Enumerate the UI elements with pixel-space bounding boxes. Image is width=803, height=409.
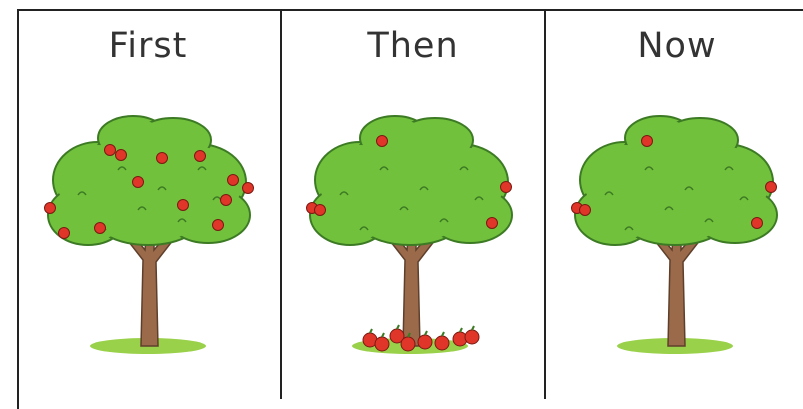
apple: [766, 182, 777, 193]
fallen-apple: [401, 337, 415, 351]
apple: [501, 182, 512, 193]
tree-crown: [575, 116, 777, 245]
apple: [116, 150, 127, 161]
fallen-apple: [465, 330, 479, 344]
panel-label-then: Then: [367, 26, 459, 66]
apple: [195, 151, 206, 162]
tree-crown: [310, 116, 512, 245]
apple: [45, 203, 56, 214]
apple: [178, 200, 189, 211]
fallen-apple: [375, 337, 389, 351]
fallen-apple: [418, 335, 432, 349]
apple: [752, 218, 763, 229]
apple: [243, 183, 254, 194]
apple: [133, 177, 144, 188]
apple-tree-now: [565, 110, 785, 360]
apple: [59, 228, 70, 239]
apple: [221, 195, 232, 206]
apple: [95, 223, 106, 234]
panel-divider-2: [544, 9, 546, 399]
apple-tree-then: [300, 110, 520, 360]
apple: [157, 153, 168, 164]
apple: [642, 136, 653, 147]
apple: [315, 205, 326, 216]
apple: [487, 218, 498, 229]
panel-divider-1: [280, 9, 282, 399]
apple: [105, 145, 116, 156]
apple: [228, 175, 239, 186]
apple: [377, 136, 388, 147]
apple: [580, 205, 591, 216]
panel-label-now: Now: [637, 26, 717, 66]
panel-label-first: First: [108, 26, 188, 66]
apple: [213, 220, 224, 231]
apple-tree-first: [38, 110, 258, 360]
fallen-apple: [435, 336, 449, 350]
